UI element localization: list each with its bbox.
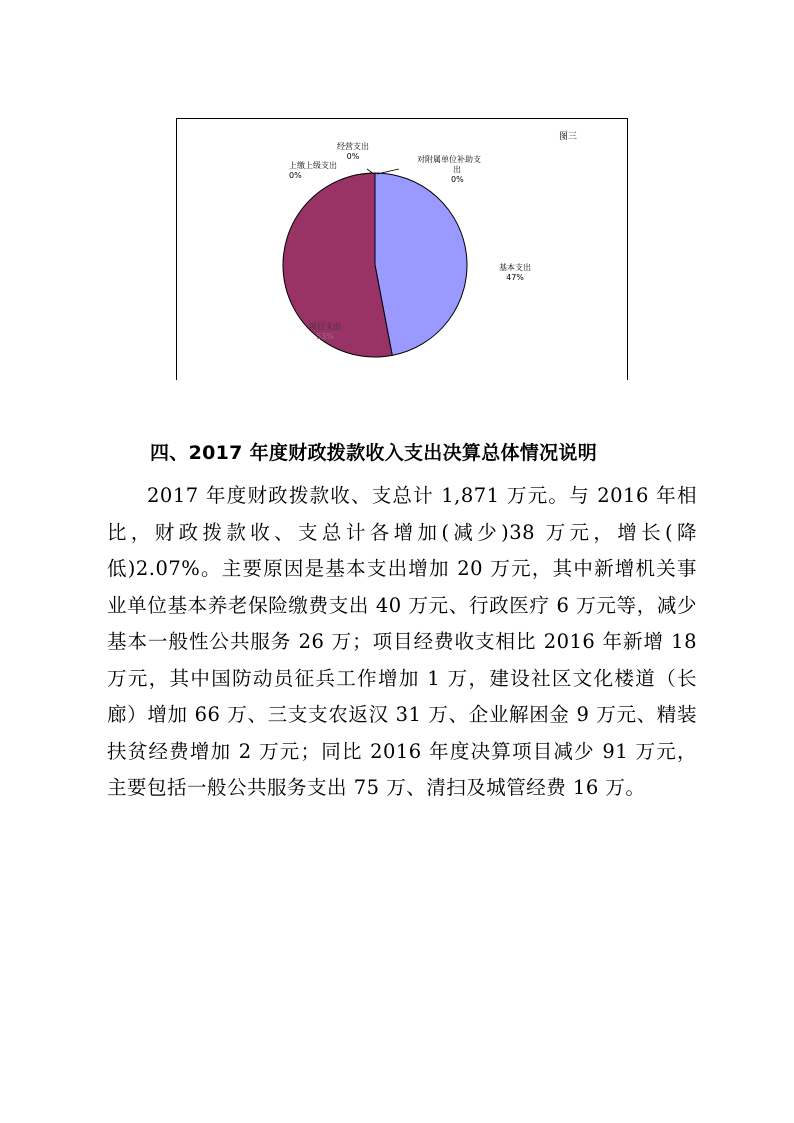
slice-label-subsidy — [417, 155, 481, 185]
slice-label-basic — [499, 263, 531, 283]
basic-name: 基本支出 — [499, 263, 531, 272]
subsidy-name-2: 出 — [453, 165, 461, 174]
subsidy-name-1: 对附属单位补助支 — [417, 155, 481, 164]
leader-line-2 — [377, 169, 399, 174]
slice-label-upper — [289, 161, 337, 181]
basic-pct: 47% — [506, 273, 524, 282]
figure-label: 图三 — [559, 132, 578, 142]
section-heading: 四、2017 年度财政拨款收入支出决算总体情况说明 — [150, 442, 597, 464]
project-pct: 53% — [316, 332, 334, 341]
pie-chart — [177, 119, 629, 381]
project-name: 项目支出 — [309, 322, 341, 331]
operate-name: 经营支出 — [337, 142, 369, 151]
upper-name: 上缴上级支出 — [289, 161, 337, 170]
slice-label-operate — [337, 142, 369, 162]
chart-frame — [176, 118, 628, 380]
operate-pct: 0% — [346, 152, 360, 161]
upper-pct: 0% — [289, 171, 302, 180]
body-paragraph: 2017 年度财政拨款收、支总计 1,871 万元。与 2016 年相比，财政拨款收、支总计各增加(减少)38 万元，增长(降低)2.07%。主要原因是基本支出增加 20 万元，其中新增机关事业单位基本养老保险缴费支出 40 万元、行政医疗 6 万元等，减少基本一般性公共服务 26 万；项目经费收支相比 2016 年新增 18 万元，其中国防动员征兵工作增加 1 万，建设社区文化楼道（长廊）增加 66 万、三支支农返汉 31 万、企业解困金 9 万元、精装扶贫经费增加 2 万元；同比 2016 年度决算项目减少 91 万元，主要包括一般公共服务支出 75 万、清扫及城管经费 16 万。 — [107, 484, 697, 799]
pie-slice-0 — [375, 173, 467, 355]
slice-label-project — [309, 322, 341, 342]
subsidy-pct: 0% — [451, 175, 464, 184]
